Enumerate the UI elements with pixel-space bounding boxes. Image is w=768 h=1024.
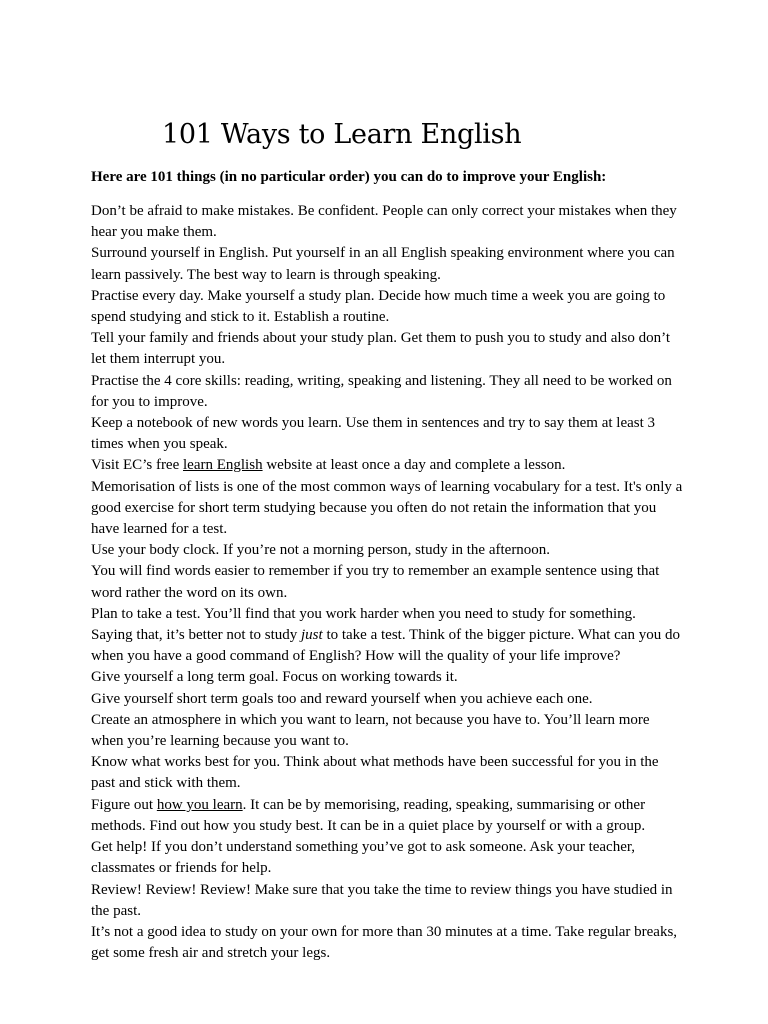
list-item-text <box>91 880 683 922</box>
text-segment: Don’t be afraid to make mistakes. Be confident. People can only correct your mistakes when they hear you make them. <box>91 203 677 241</box>
text-segment: It’s not a good idea to study on your own for more than 30 minutes at a time. Take regular breaks, get some fresh air and stretch your legs. <box>91 923 678 962</box>
text-segment: Memorisation of lists is one of the most common ways of learning vocabulary for a test. It's only a good exercise for short term studying because you often do not retain the information that you have learned for a test. <box>91 478 683 538</box>
list-item <box>0 752 683 794</box>
list-item <box>0 880 683 922</box>
list-item <box>0 667 683 688</box>
list-item <box>0 837 683 879</box>
list-item <box>0 795 683 837</box>
list-item <box>0 455 683 476</box>
emphasis-text: just <box>301 627 323 644</box>
list-item-text <box>91 837 683 879</box>
list-item <box>0 286 683 328</box>
list-item <box>0 561 683 603</box>
list-item <box>0 201 683 243</box>
text-segment: . It can be by memorising, reading, speaking, summarising or other methods. Find out how you study best. It can be in a quiet place by yourself or with a group. <box>91 796 646 834</box>
text-segment: Practise every day. Make yourself a study plan. Decide how much time a week you are going to spend studying and stick to it. Establish a routine. <box>91 287 666 326</box>
text-segment: Figure out <box>91 796 157 813</box>
list-item-text <box>91 625 683 667</box>
text-segment: Saying that, it’s better not to study <box>91 627 301 644</box>
list-item-text <box>91 540 683 561</box>
list-item-text <box>91 710 683 752</box>
inline-link[interactable]: how you learn <box>156 796 243 813</box>
list-item <box>0 604 683 625</box>
document-intro: Here are 101 things (in no particular order) you can do to improve your English: <box>91 169 607 185</box>
list-item <box>0 625 683 667</box>
text-segment: Visit EC’s free <box>91 457 183 474</box>
list-item-text <box>91 371 683 413</box>
text-segment: Use your body clock. If you’re not a morning person, study in the afternoon. <box>91 542 551 559</box>
list-item-text <box>91 561 683 603</box>
list-item <box>0 922 683 964</box>
list-item-text <box>91 922 683 964</box>
text-segment: Keep a notebook of new words you learn. Use them in sentences and try to say them at least 3 times when you speak. <box>91 415 656 453</box>
list-item-text <box>91 477 683 541</box>
list-item-text <box>91 795 683 837</box>
list-item-text <box>91 328 683 370</box>
inline-link[interactable]: learn English <box>183 457 263 474</box>
list-item <box>0 540 683 561</box>
list-item-text <box>91 689 683 710</box>
text-segment: Plan to take a test. You’ll find that you work harder when you need to study for something. <box>91 605 636 622</box>
text-segment: Practise the 4 core skills: reading, writing, speaking and listening. They all need to be worked on for you to improve. <box>91 372 672 410</box>
list-item <box>0 710 683 752</box>
list-item <box>0 689 683 710</box>
text-segment: Review! Review! Review! Make sure that you take the time to review things you have studied in the past. <box>91 881 673 919</box>
list-item-text <box>91 243 683 285</box>
list-item <box>0 243 683 285</box>
list-item-text <box>91 752 683 794</box>
list-item <box>0 477 683 541</box>
text-segment: to take a test. Think of the bigger picture. What can you do when you have a good command of English? How will the quality of your life improve? <box>91 627 680 665</box>
list-item <box>0 328 683 370</box>
text-segment: website at least once a day and complete a lesson. <box>262 457 566 474</box>
text-segment: Give yourself a long term goal. Focus on working towards it. <box>91 669 458 686</box>
text-segment: You will find words easier to remember if you try to remember an example sentence using that word rather the word on its own. <box>91 563 660 601</box>
text-segment: Surround yourself in English. Put yourself in an all English speaking environment where you can learn passively. The best way to learn is through speaking. <box>91 245 675 283</box>
tips-list <box>0 201 768 964</box>
text-segment: Give yourself short term goals too and reward yourself when you achieve each one. <box>91 690 593 707</box>
list-item-text <box>91 286 683 328</box>
list-item-text <box>91 604 683 625</box>
list-item-text <box>91 455 683 476</box>
text-segment: Create an atmosphere in which you want to learn, not because you have to. You’ll learn more when you’re learning because you want to. <box>91 711 650 750</box>
list-item-text <box>91 667 683 688</box>
list-item-text <box>91 201 683 243</box>
list-item-text <box>91 413 683 455</box>
list-item <box>0 371 683 413</box>
list-item <box>0 413 683 455</box>
text-segment: Know what works best for you. Think about what methods have been successful for you in the past and stick with them. <box>91 754 659 792</box>
text-segment: Get help! If you don’t understand something you’ve got to ask someone. Ask your teacher, classmates or friends for help. <box>91 839 636 877</box>
document-title: 101 Ways to Learn English <box>162 119 522 150</box>
text-segment: Tell your family and friends about your study plan. Get them to push you to study and also don’t let them interrupt you. <box>91 330 671 368</box>
